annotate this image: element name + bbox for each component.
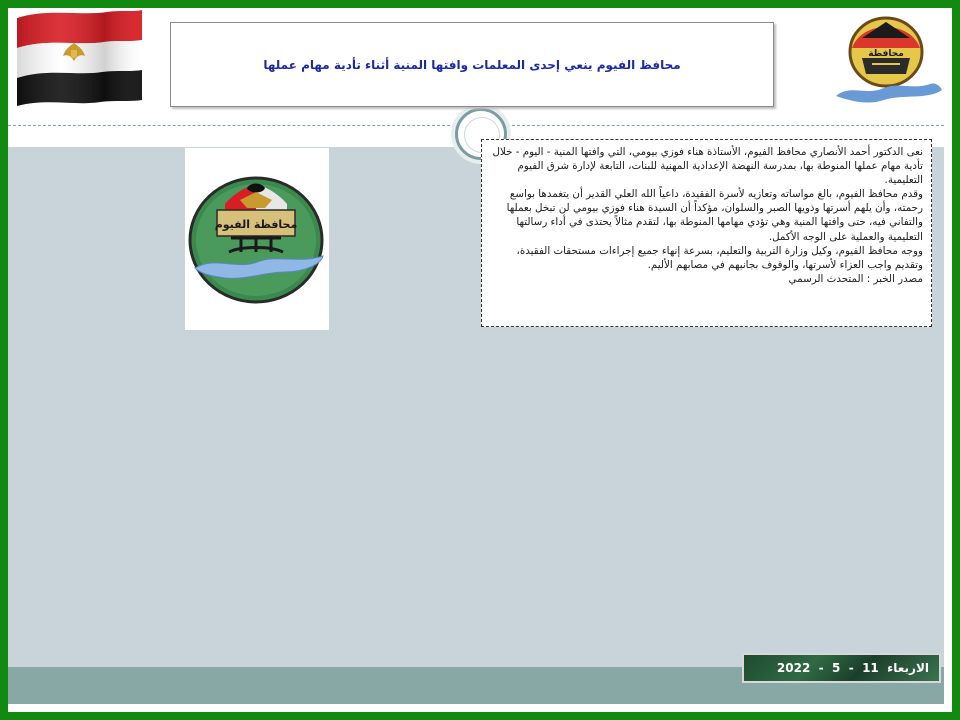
date-text: الاربعاء 11 - 5 - 2022 — [776, 661, 929, 675]
news-paragraph: نعى الدكتور أحمد الأنصاري محافظ الفيوم، الأستاذة هناء فوزي بيومي، التي وافتها المنية - اليوم - خلال تأدية مهام عملها المنوطة بها، بمدرسة النهضة الإعدادية المهنية للبنات، التابعة لإدارة شرق الفيوم التعليمية. — [492, 146, 923, 187]
logo-lettering: محافظة الفيوم — [214, 218, 298, 231]
news-source: مصدر الخبر : المتحدث الرسمي — [788, 272, 923, 285]
news-body — [481, 139, 932, 327]
news-paragraph: وقدم محافظ الفيوم، بالغ مواساته وتعازيه لأسرة الفقيدة، داعياً الله العلي القدير أن يتغمدها بواسع رحمته، وأن يلهم أسرتها وذويها الصبر والسلوان، مؤكداً أن السيدة هناء فوزي بيومي لن تبخل بعملها والتفاني فيه، حتى وافتها المنية وهي تؤدي مهامها المنوطة بها، لتقدم مثالاً يحتذى في أداء رسالتها التعليمية والعملية على الوجه الأكمل. — [506, 188, 923, 243]
fayoum-governorate-emblem — [832, 8, 944, 108]
news-paragraph: ووجه محافظ الفيوم، وكيل وزارة التربية والتعليم، بسرعة إنهاء جميع إجراءات مستحقات الفقيدة، وتقديم واجب العزاء لأسرتها، والوقوف بجانبهم في مصابهم الأليم. — [516, 244, 923, 271]
news-title-box — [170, 22, 774, 107]
governorate-logo-image — [185, 148, 329, 330]
date-badge — [742, 653, 941, 683]
fayoum-governorate-emblem — [185, 148, 329, 330]
news-title: محافظ الفيوم ينعي إحدى المعلمات وافتها المنية أثناء تأدية مهام عملها — [263, 57, 681, 72]
svg-text:محافظة: محافظة — [868, 49, 904, 59]
egypt-flag-icon — [12, 8, 147, 106]
